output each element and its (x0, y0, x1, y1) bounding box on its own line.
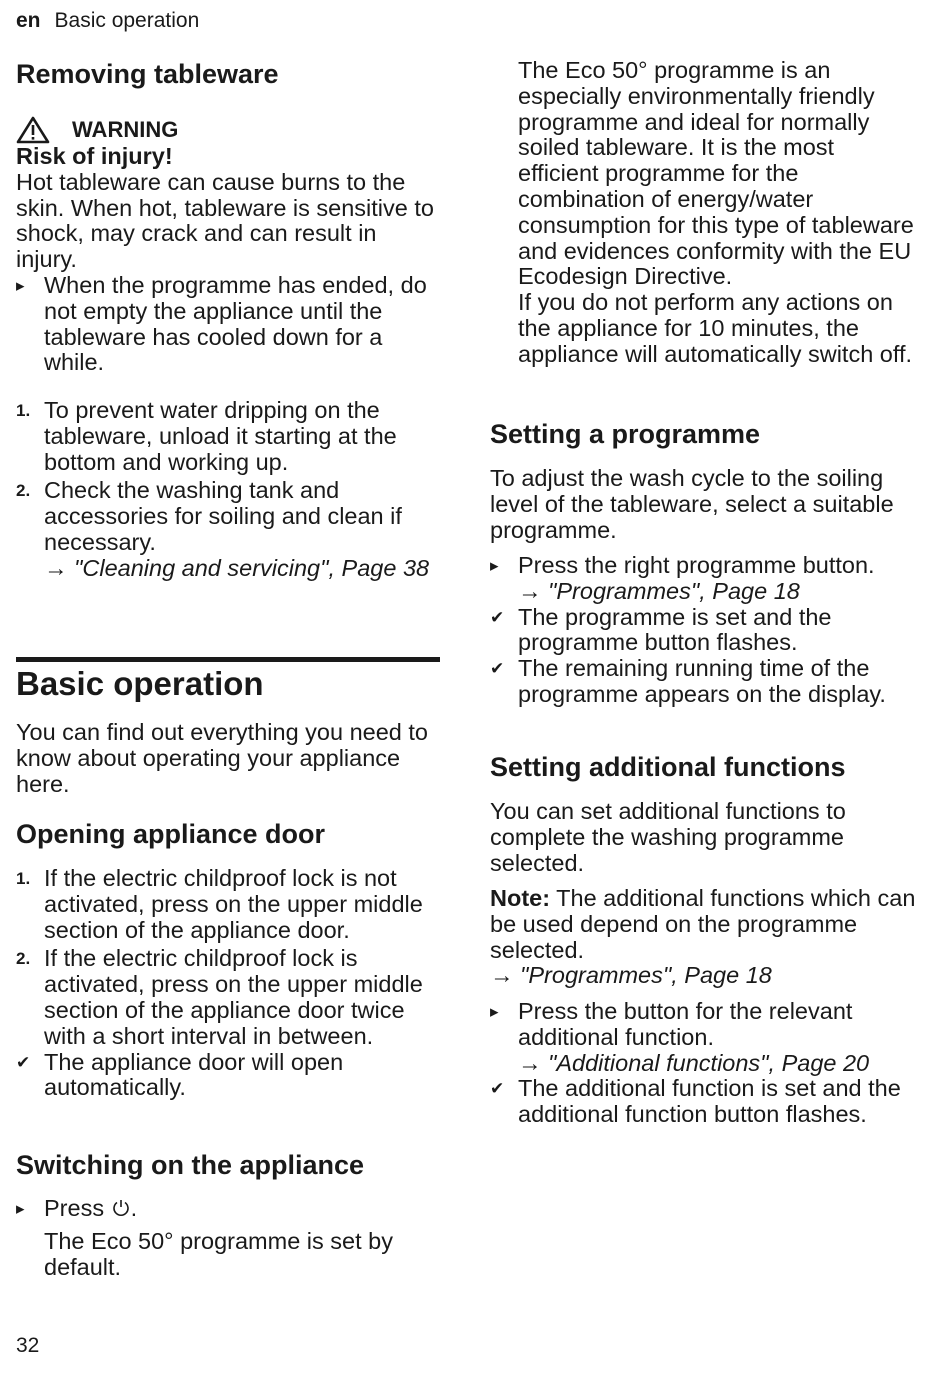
page-number: 32 (16, 1334, 40, 1357)
arrow-icon: → (518, 577, 549, 604)
warning-block (16, 116, 440, 376)
arrow-icon: → (44, 554, 75, 581)
additional-action (490, 999, 920, 1076)
basic-operation-intro: You can find out everything you need to know about operating your appliance here. (16, 719, 428, 797)
arrow-icon: → (490, 962, 521, 989)
switching-block (16, 1196, 440, 1280)
programme-action (490, 553, 920, 605)
header-section: Basic operation (54, 9, 200, 32)
removing-step-1 (16, 398, 440, 475)
switching-note: The Eco 50° programme is set by default. (44, 1227, 393, 1280)
additional-note (490, 886, 920, 989)
door-step-2-text: If the electric childproof lock is activated, press on the upper middle section of the appliance door twice with a short interval in between. (44, 945, 423, 1049)
language-code: en (16, 9, 41, 32)
warning-label: WARNING (72, 117, 179, 142)
step-number: 1. (16, 401, 31, 420)
warning-text: Hot tableware can cause burns to the skin. When hot, tableware is sensitive to shock, may crack and can result in injury. (16, 168, 434, 273)
warning-action-text: When the programme has ended, do not empty the appliance until the tableware has cooled down for a while. (44, 271, 427, 376)
removing-step-2 (16, 478, 440, 581)
removing-step-2-text: Check the washing tank and accessories for soiling and clean if necessary. (44, 477, 402, 555)
note-programmes-reference-link[interactable]: → "Programmes", Page 18 (490, 962, 772, 989)
step-number: 1. (16, 869, 31, 888)
removing-steps (16, 398, 440, 582)
switching-title: Switching on the appliance (16, 1150, 365, 1180)
additional-steps (490, 999, 920, 1128)
step-number: 2. (16, 481, 31, 501)
additional-action-text: Press the button for the relevant additional function. (518, 998, 853, 1050)
step-number: 2. (16, 949, 31, 969)
triangle-bullet-icon: ▸ (16, 275, 25, 295)
eco-paragraph-2: If you do not perform any actions on the appliance for 10 minutes, the appliance will automatically switch off. (518, 289, 913, 367)
checkmark-icon: ✔ (16, 1052, 31, 1072)
note-text: The additional functions which can be used depend on the programme selected. (490, 885, 916, 963)
checkmark-icon: ✔ (490, 1079, 505, 1099)
section-rule (16, 657, 440, 662)
removing-title: Removing tableware (16, 59, 279, 89)
checkmark-icon: ✔ (490, 659, 505, 679)
additional-result-text: The additional function is set and the additional function button flashes. (518, 1075, 901, 1128)
switching-action (16, 1196, 440, 1222)
warning-action (16, 273, 440, 376)
note-label: Note: (490, 885, 551, 911)
removing-step-1-text: To prevent water dripping on the tableware, unload it starting at the bottom and working up. (44, 397, 397, 475)
programme-action-text: Press the right programme button. (518, 552, 875, 578)
power-icon (111, 1198, 131, 1218)
programmes-reference-link[interactable]: → "Programmes", Page 18 (518, 577, 800, 604)
arrow-icon: → (518, 1049, 549, 1076)
door-step-1-text: If the electric childproof lock is not activated, press on the upper middle section of the appliance door. (44, 865, 423, 943)
switching-action-end: . (130, 1195, 138, 1221)
basic-operation-title: Basic operation (16, 665, 264, 702)
programme-result-1-text: The programme is set and the programme button flashes. (518, 603, 832, 656)
door-step-2 (16, 946, 440, 1049)
door-step-1 (16, 866, 440, 943)
warning-heading (16, 116, 440, 144)
programme-result-2 (490, 656, 920, 708)
triangle-bullet-icon: ▸ (490, 1002, 499, 1021)
programme-steps (490, 553, 920, 708)
cleaning-reference-link[interactable]: → "Cleaning and servicing", Page 38 (44, 554, 430, 581)
programme-intro: To adjust the wash cycle to the soiling level of the tableware, select a suitable programme. (490, 465, 894, 543)
additional-result (490, 1076, 920, 1128)
programme-result-1 (490, 605, 920, 657)
additional-intro: You can set additional functions to complete the washing programme selected. (490, 798, 846, 876)
warning-triangle-icon (16, 116, 50, 144)
page-header (16, 8, 199, 34)
additional-title: Setting additional functions (490, 752, 846, 782)
door-steps (16, 866, 440, 1101)
programme-result-2-text: The remaining running time of the programme appears on the display. (518, 655, 886, 707)
checkmark-icon: ✔ (490, 607, 505, 627)
switching-action-text: Press (44, 1195, 105, 1221)
triangle-bullet-icon: ▸ (16, 1199, 25, 1218)
eco-paragraph-1: The Eco 50° programme is an especially environmentally friendly programme and ideal for normally soiled tableware. It is the most efficient programme for the combination of energy/water consumption for this type of tableware and evidences conformity with the EU Ecodesign Directive. (518, 57, 914, 290)
eco-block (518, 58, 920, 368)
additional-functions-reference-link[interactable]: → "Additional functions", Page 20 (518, 1049, 870, 1076)
programme-title: Setting a programme (490, 419, 761, 449)
warning-subtitle: Risk of injury! (16, 143, 173, 169)
triangle-bullet-icon: ▸ (490, 556, 499, 575)
door-title: Opening appliance door (16, 819, 326, 849)
door-result-text: The appliance door will open automatically. (44, 1048, 344, 1101)
door-result (16, 1050, 440, 1102)
